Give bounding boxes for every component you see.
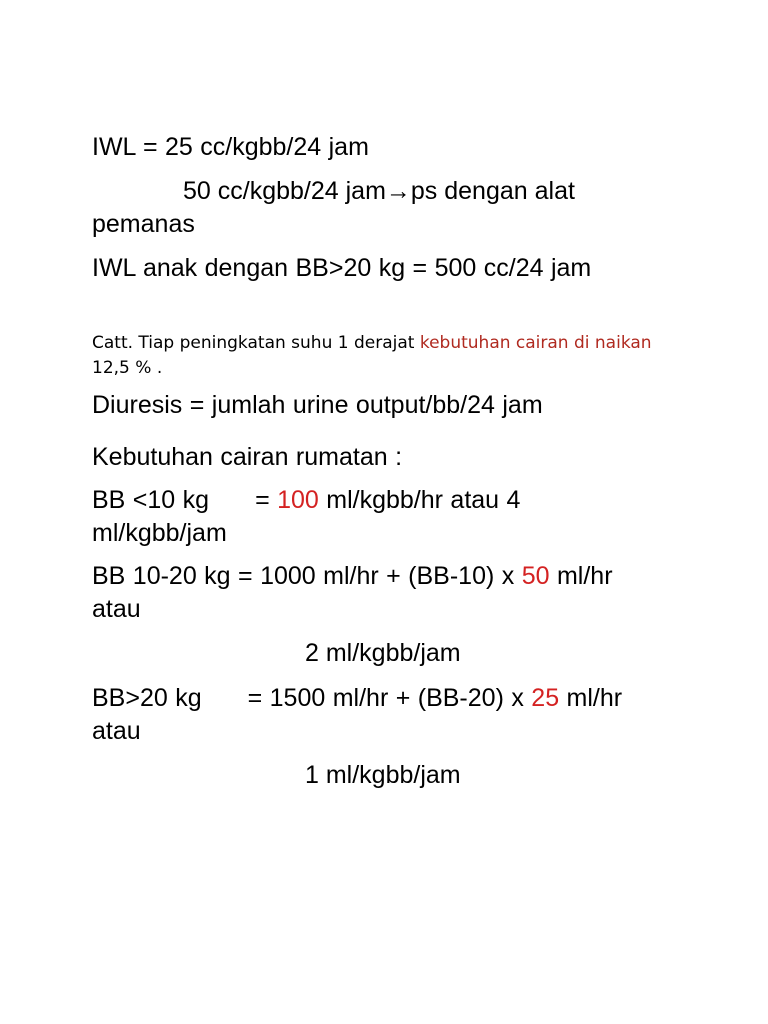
heading-kebutuhan-cairan-rumatan: Kebutuhan cairan rumatan : xyxy=(92,443,403,471)
paragraph-bb-under-10kg xyxy=(92,484,662,550)
note-highlight-text: kebutuhan cairan di naikan xyxy=(419,333,652,353)
paragraph-iwl-formula-alt-continued: pemanas xyxy=(92,210,195,238)
bb-10-20-value: 50 xyxy=(521,562,550,590)
bb-under10-label: BB <10 kg xyxy=(92,486,210,514)
note-prefix-text: Catt. Tiap peningkatan suhu 1 derajat xyxy=(92,333,420,353)
paragraph-bb-over-20kg-sub: 1 ml/kgbb/jam xyxy=(305,761,461,789)
bb-under10-value: 100 xyxy=(277,486,319,514)
note-suffix-text: 12,5 % . xyxy=(92,333,657,378)
bb-under10-equals: = xyxy=(255,486,278,514)
paragraph-iwl-formula-alt: 50 cc/kgbb/24 jam→ps dengan alat xyxy=(183,177,575,205)
note-temperature-adjustment xyxy=(92,331,667,381)
paragraph-bb-over-20kg xyxy=(92,682,662,748)
bb-under10-rest: ml/kgbb/hr atau 4 ml/kgbb/jam xyxy=(92,486,528,547)
paragraph-iwl-formula: IWL = 25 cc/kgbb/24 jam xyxy=(92,133,369,161)
paragraph-iwl-anak: IWL anak dengan BB>20 kg = 500 cc/24 jam xyxy=(92,254,592,282)
paragraph-diuresis: Diuresis = jumlah urine output/bb/24 jam xyxy=(92,391,543,419)
bb-over20-label: BB>20 kg xyxy=(92,684,202,712)
paragraph-bb-10-20kg-sub: 2 ml/kgbb/jam xyxy=(305,639,461,667)
bb-over20-equals: = 1500 ml/hr + (BB-20) x xyxy=(247,684,532,712)
bb-over20-rest: ml/hr atau xyxy=(92,684,630,745)
bb-10-20-rest: ml/hr atau xyxy=(92,562,620,623)
bb-10-20-label: BB 10-20 kg = 1000 ml/hr + (BB-10) x xyxy=(92,562,522,590)
bb-over20-value: 25 xyxy=(531,684,560,712)
paragraph-bb-10-20kg xyxy=(92,560,662,626)
